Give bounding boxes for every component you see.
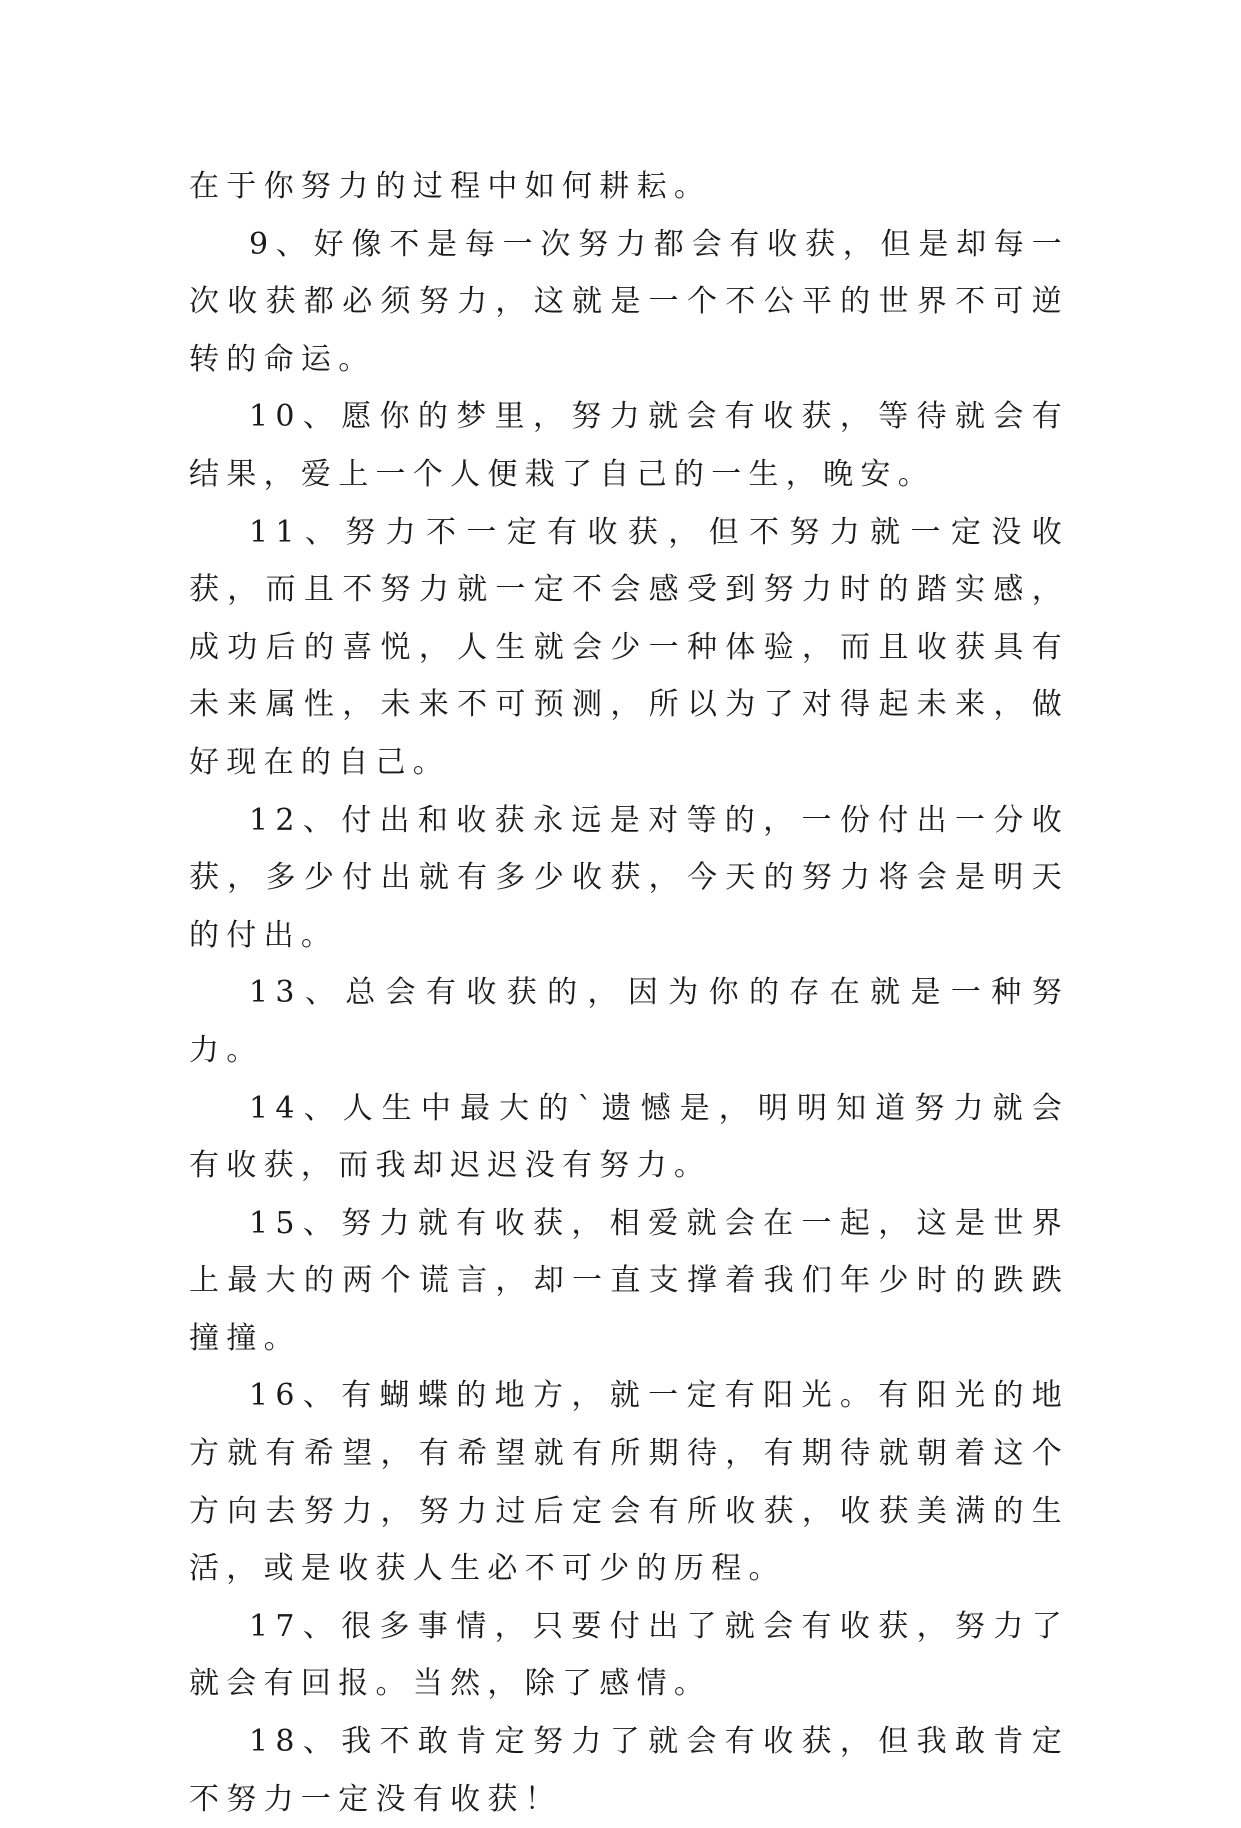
paragraph-continuation: 在于你努力的过程中如何耕耘。 (189, 169, 712, 204)
paragraph-item-12: 12、付出和收获永远是对等的，一份付出一分收获，多少付出就有多少收获，今天的努力将会是明天的付出。 (189, 802, 1069, 953)
paragraph-item-9: 9、好像不是每一次努力都会有收获，但是却每一次收获都必须努力，这就是一个不公平的世界不可逆转的命运。 (189, 226, 1069, 377)
paragraph-item-11: 11、努力不一定有收获，但不努力就一定没收获，而且不努力就一定不会感受到努力时的踏实感，成功后的喜悦，人生就会少一种体验，而且收获具有未来属性，未来不可预测，所以为了对得起未来，做好现在的自己。 (189, 514, 1069, 780)
paragraph-item-14: 14、人生中最大的`遗憾是，明明知道努力就会有收获，而我却迟迟没有努力。 (189, 1090, 1069, 1184)
paragraph-item-17: 17、很多事情，只要付出了就会有收获，努力了就会有回报。当然，除了感情。 (189, 1608, 1069, 1702)
paragraph-item-15: 15、努力就有收获，相爱就会在一起，这是世界上最大的两个谎言，却一直支撑着我们年少时的跌跌撞撞。 (189, 1205, 1069, 1356)
paragraph-item-13: 13、总会有收获的，因为你的存在就是一种努力。 (189, 975, 1069, 1068)
paragraph-item-10: 10、愿你的梦里，努力就会有收获，等待就会有结果，爱上一个人便栽了自己的一生，晚安。 (189, 399, 1069, 492)
paragraph-item-16: 16、有蝴蝶的地方，就一定有阳光。有阳光的地方就有希望，有希望就有所期待，有期待就朝着这个方向去努力，努力过后定会有所收获，收获美满的生活，或是收获人生必不可少的历程。 (189, 1378, 1069, 1587)
paragraph-item-18: 18、我不敢肯定努力了就会有收获，但我敢肯定不努力一定没有收获！ (189, 1724, 1069, 1817)
document-body (189, 158, 1069, 1828)
